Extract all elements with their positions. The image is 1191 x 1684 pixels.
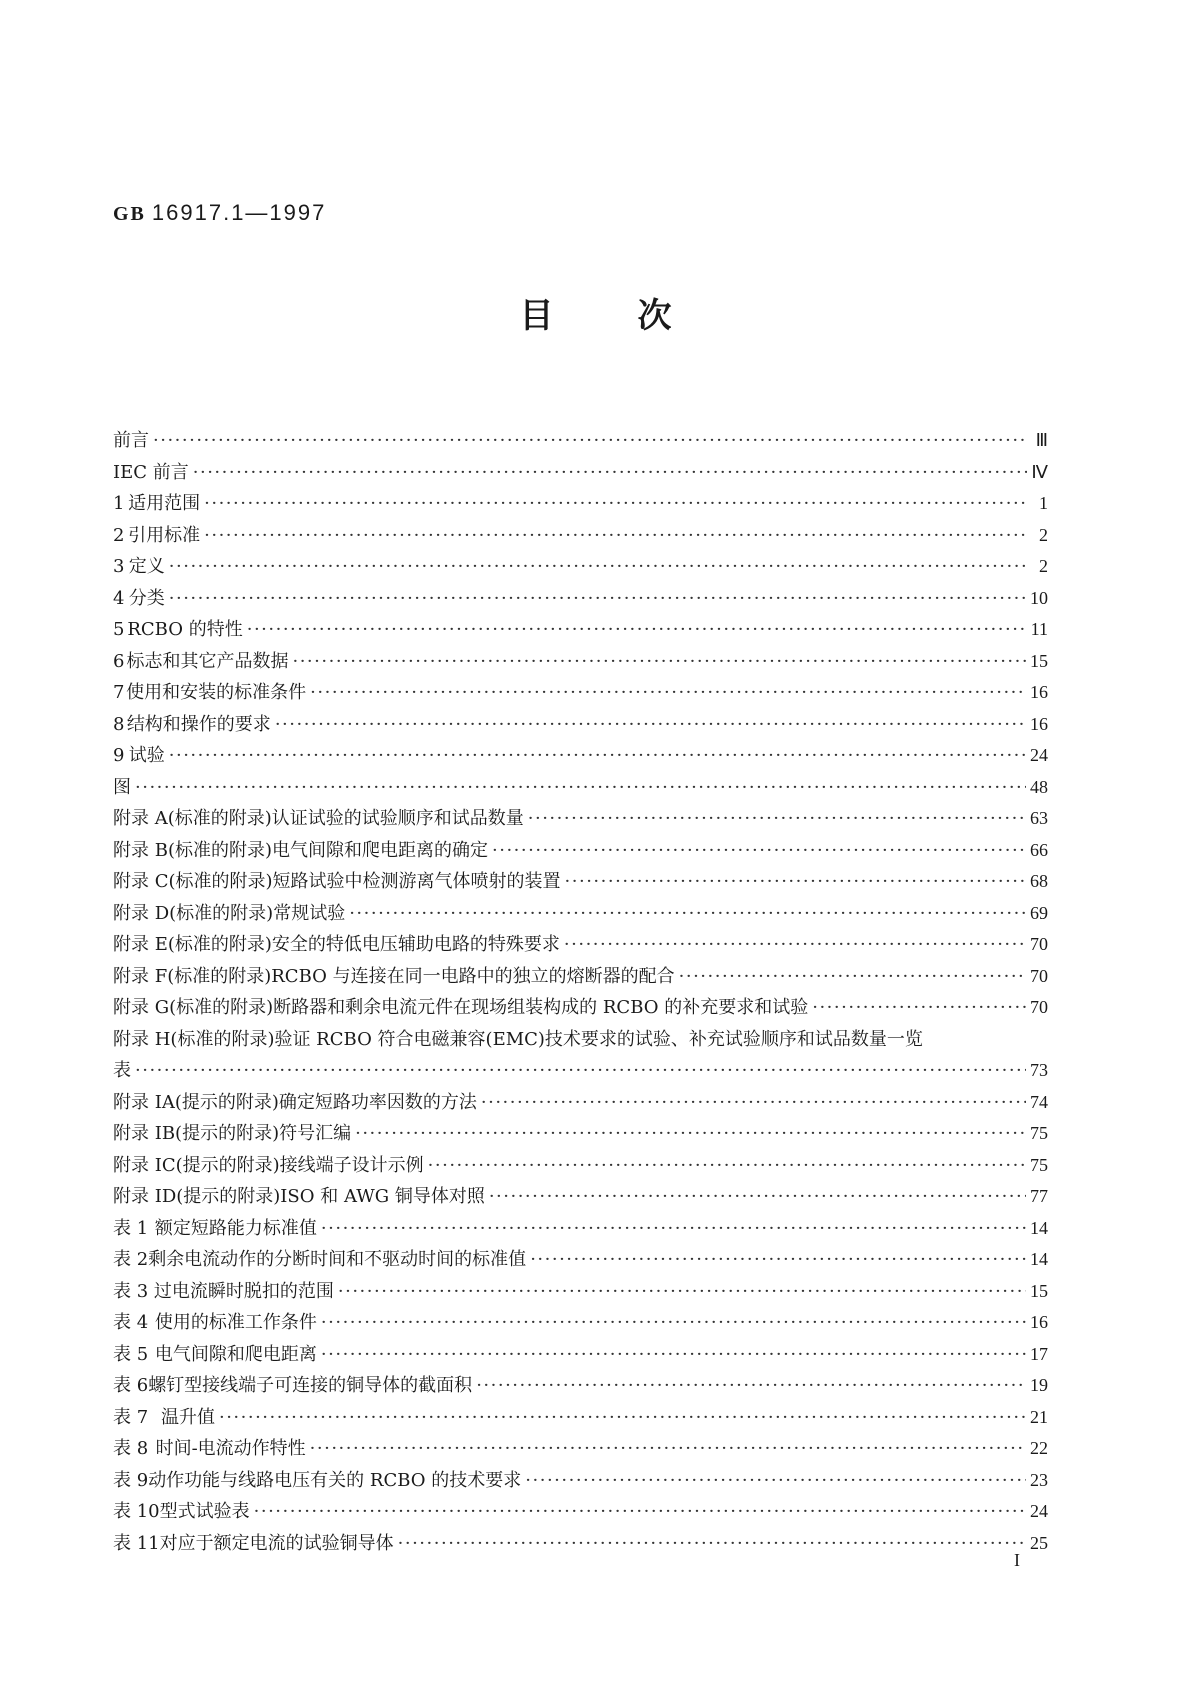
toc-entry[interactable] — [113, 1150, 1048, 1182]
toc-entry[interactable] — [113, 1276, 1048, 1308]
toc-leader-dots — [476, 1370, 1026, 1402]
toc-entry-page: 2 — [1039, 556, 1048, 576]
toc-entry[interactable] — [113, 520, 1048, 552]
toc-entry-label: 附录 IB(提示的附录)符号汇编 — [113, 1123, 352, 1144]
toc-entry-page: 23 — [1030, 1469, 1048, 1490]
toc-entry-page: 63 — [1030, 808, 1048, 828]
toc-leader-dots — [204, 488, 1028, 520]
toc-entry-label: 标志和其它产品数据 — [126, 650, 289, 672]
toc-entry-label: 过电流瞬时脱扣的范围 — [153, 1280, 334, 1302]
toc-entry-number: 7 — [113, 682, 125, 703]
toc-entry-label: 结构和操作的要求 — [126, 713, 271, 735]
toc-entry-number: 4 — [113, 587, 125, 609]
toc-entry[interactable] — [113, 488, 1048, 520]
toc-entry[interactable] — [113, 772, 1048, 804]
toc-leader-dots — [204, 520, 1028, 552]
toc-entry-page: 14 — [1030, 1249, 1048, 1269]
toc-leader-dots — [169, 551, 1028, 583]
toc-entry-number: 表 11 — [113, 1532, 160, 1554]
toc-entry-label: 试验 — [128, 745, 165, 766]
toc-leader-dots — [292, 646, 1026, 678]
toc-leader-dots — [525, 1465, 1026, 1497]
toc-leader-dots — [528, 803, 1026, 835]
toc-entry[interactable] — [113, 1213, 1048, 1245]
toc-leader-dots — [275, 709, 1026, 741]
toc-entry[interactable] — [113, 1307, 1048, 1339]
toc-entry-page: 75 — [1030, 1123, 1048, 1143]
toc-entry[interactable] — [113, 1465, 1048, 1497]
toc-leader-dots — [355, 1118, 1026, 1150]
toc-entry-label: 附录 A(标准的附录)认证试验的试验顺序和试品数量 — [113, 808, 524, 829]
toc-entry-label: IEC 前言 — [113, 461, 189, 483]
toc-entry-number: 表 10 — [113, 1501, 160, 1522]
standard-prefix: GB — [113, 203, 146, 225]
toc-entry[interactable] — [113, 583, 1048, 615]
toc-leader-dots — [310, 677, 1026, 709]
toc-leader-dots — [321, 1213, 1026, 1245]
toc-leader-dots — [489, 1181, 1026, 1213]
page-folio: I — [1014, 1550, 1020, 1570]
toc-entry-page: 16 — [1030, 1312, 1048, 1332]
toc-entry-label: 图 — [113, 776, 131, 798]
toc-entry-page: 25 — [1030, 1532, 1048, 1553]
toc-leader-dots — [565, 866, 1026, 898]
toc-entry-page: 16 — [1030, 713, 1048, 734]
toc-entry-label: 动作功能与线路电压有关的 RCBO 的技术要求 — [148, 1469, 522, 1491]
toc-entry[interactable] — [113, 709, 1048, 741]
toc-leader-dots — [564, 929, 1026, 961]
toc-entry-page: 70 — [1030, 934, 1048, 954]
toc-entry-page: 77 — [1030, 1186, 1048, 1206]
toc-leader-dots — [428, 1150, 1026, 1182]
toc-entry[interactable] — [113, 1433, 1048, 1465]
toc-entry-number: 3 — [113, 556, 125, 577]
toc-leader-dots — [492, 835, 1026, 867]
toc-entry[interactable] — [113, 1181, 1048, 1213]
toc-entry[interactable] — [113, 1118, 1048, 1150]
toc-entry-number: 表 8 — [113, 1438, 149, 1459]
toc-entry-page: 21 — [1030, 1406, 1048, 1427]
toc-entry[interactable] — [113, 1402, 1048, 1434]
toc-entry-number: 表 2 — [113, 1249, 149, 1270]
toc-leader-dots — [153, 425, 1028, 457]
toc-leader-dots — [338, 1276, 1026, 1308]
toc-entry-label: 附录 G(标准的附录)断路器和剩余电流元件在现场组装构成的 RCBO 的补充要求和试验 — [113, 997, 809, 1018]
toc-entries — [113, 425, 1048, 1213]
toc-leader-dots — [481, 1087, 1026, 1119]
toc-entry-page: Ⅲ — [1035, 430, 1048, 450]
toc-entry[interactable] — [113, 1339, 1048, 1371]
toc-entry-page: 16 — [1030, 682, 1048, 702]
toc-entry-number: 表 4 — [113, 1312, 149, 1333]
toc-entry[interactable] — [113, 835, 1048, 867]
toc-entry-label: 附录 B(标准的附录)电气间隙和爬电距离的确定 — [113, 839, 488, 861]
page-title: 目次 — [519, 296, 756, 336]
toc-entry[interactable] — [113, 457, 1048, 489]
toc-entry-label: 使用的标准工作条件 — [154, 1312, 317, 1333]
toc-entry[interactable] — [113, 898, 1048, 930]
toc-entry[interactable] — [113, 425, 1048, 457]
toc-entry-page: 66 — [1030, 839, 1048, 860]
toc-entry[interactable] — [113, 1055, 1048, 1087]
toc-leader-dots — [679, 961, 1026, 993]
toc-entry-label: 型式试验表 — [159, 1501, 250, 1522]
toc-entry[interactable] — [113, 803, 1048, 835]
toc-entry-label: 附录 IC(提示的附录)接线端子设计示例 — [113, 1154, 424, 1176]
toc-entry[interactable] — [113, 677, 1048, 709]
toc-leader-dots — [398, 1528, 1026, 1560]
toc-entry-label: 电气间隙和爬电距离 — [154, 1343, 317, 1365]
toc-leader-dots — [812, 992, 1026, 1024]
toc-entry[interactable] — [113, 551, 1048, 583]
toc-entry-page: 15 — [1030, 1280, 1048, 1301]
toc-entry[interactable] — [113, 1087, 1048, 1119]
toc-entry-label: 附录 E(标准的附录)安全的特低电压辅助电路的特殊要求 — [113, 934, 560, 955]
toc-entry-page: 24 — [1030, 1501, 1048, 1521]
toc-entry[interactable] — [113, 1024, 1048, 1056]
toc-entry[interactable] — [113, 992, 1048, 1024]
toc-entry-label: 使用和安装的标准条件 — [126, 682, 307, 703]
toc-entry-number: 表 5 — [113, 1343, 149, 1365]
toc-leader-dots — [169, 740, 1026, 772]
toc-entry-page: 22 — [1030, 1438, 1048, 1458]
toc-entry-label: 表 — [113, 1060, 131, 1081]
toc-leader-dots — [135, 1055, 1026, 1087]
toc-entry-number: 表 9 — [113, 1469, 149, 1491]
toc-entry-label: 额定短路能力标准值 — [154, 1217, 317, 1239]
toc-entry-number: 表 7 — [113, 1406, 149, 1428]
toc-entry-page: 1 — [1039, 493, 1048, 513]
toc-entry-page: 75 — [1030, 1154, 1048, 1175]
toc-entry-number: 5 — [113, 619, 125, 640]
toc-entry-label: 附录 F(标准的附录)RCBO 与连接在同一电路中的独立的熔断器的配合 — [113, 965, 675, 987]
toc-entry-page: 69 — [1030, 902, 1048, 923]
toc-leader-dots — [349, 898, 1026, 930]
toc-entry-number: 表 1 — [113, 1217, 149, 1239]
toc-entry-page: 48 — [1030, 776, 1048, 797]
toc-entry-label: 附录 IA(提示的附录)确定短路功率因数的方法 — [113, 1091, 477, 1113]
toc-entry[interactable] — [113, 740, 1048, 772]
toc-leader-dots — [254, 1496, 1026, 1528]
toc-leader-dots — [219, 1402, 1026, 1434]
toc-entry-page: 68 — [1030, 871, 1048, 891]
toc-entry[interactable] — [113, 646, 1048, 678]
toc-entry-page: 14 — [1030, 1217, 1048, 1238]
toc-entry-label: 时间-电流动作特性 — [155, 1438, 306, 1459]
toc-entry-number: 2 — [113, 524, 125, 546]
toc-leader-dots — [193, 457, 1028, 489]
toc-leader-dots — [310, 1433, 1026, 1465]
toc-entry-label: 剩余电流动作的分断时间和不驱动时间的标准值 — [148, 1249, 527, 1270]
table-of-contents — [113, 425, 1048, 1559]
toc-entry[interactable] — [113, 1528, 1048, 1560]
toc-entry-page: 73 — [1030, 1060, 1048, 1080]
toc-entry-number: 6 — [113, 650, 125, 672]
toc-entry-page: 19 — [1030, 1375, 1048, 1395]
toc-leader-dots — [321, 1307, 1026, 1339]
toc-entry-label: 螺钉型接线端子可连接的铜导体的截面积 — [148, 1375, 473, 1396]
toc-leader-dots — [530, 1244, 1026, 1276]
toc-entry-page: 74 — [1030, 1091, 1048, 1112]
toc-entry-number: 9 — [113, 745, 125, 766]
toc-entry-number: 表 6 — [113, 1375, 149, 1396]
toc-entry-label: 引用标准 — [128, 524, 201, 546]
toc-entry[interactable] — [113, 1370, 1048, 1402]
toc-entry[interactable] — [113, 1244, 1048, 1276]
toc-entry-label: 附录 C(标准的附录)短路试验中检测游离气体喷射的装置 — [113, 871, 561, 892]
toc-leader-dots — [169, 583, 1026, 615]
toc-entry-number: 1 — [113, 493, 125, 514]
toc-leader-dots — [321, 1339, 1026, 1371]
toc-entry-page: 10 — [1030, 587, 1048, 608]
toc-entry-page: 24 — [1030, 745, 1048, 765]
toc-entry[interactable] — [113, 866, 1048, 898]
toc-entry-page: 70 — [1030, 965, 1048, 986]
toc-entry-label: RCBO 的特性 — [127, 619, 243, 640]
toc-entry-page: 17 — [1030, 1343, 1048, 1364]
toc-entry-page: Ⅳ — [1031, 461, 1048, 482]
toc-entry[interactable] — [113, 1496, 1048, 1528]
toc-entry[interactable] — [113, 929, 1048, 961]
toc-entry[interactable] — [113, 614, 1048, 646]
toc-entry-label: 适用范围 — [128, 493, 201, 514]
toc-entry-label: 附录 D(标准的附录)常规试验 — [113, 902, 346, 924]
toc-leader-dots — [135, 772, 1026, 804]
toc-entry[interactable] — [113, 961, 1048, 993]
toc-entry-page: 15 — [1030, 650, 1048, 671]
standard-code — [113, 200, 326, 226]
toc-entry-page: 11 — [1030, 619, 1048, 639]
toc-entry-label: 温升值 — [160, 1406, 215, 1428]
toc-entry-number: 表 3 — [113, 1280, 149, 1302]
standard-number: 16917.1—1997 — [151, 200, 327, 225]
toc-entry-page: 70 — [1030, 997, 1048, 1017]
toc-entry-label: 前言 — [113, 430, 149, 451]
toc-entry-label: 分类 — [128, 587, 165, 609]
toc-entry-label: 对应于额定电流的试验铜导体 — [159, 1532, 394, 1554]
toc-leader-dots — [247, 614, 1027, 646]
toc-entry-label: 定义 — [128, 556, 165, 577]
toc-entry-label: 附录 H(标准的附录)验证 RCBO 符合电磁兼容(EMC)技术要求的试验、补充试验顺序和试品数量一览 — [113, 1028, 923, 1050]
toc-table-list — [113, 1213, 1048, 1560]
toc-entry-page: 2 — [1039, 524, 1048, 545]
toc-entry-number: 8 — [113, 713, 125, 735]
toc-entry-label: 附录 ID(提示的附录)ISO 和 AWG 铜导体对照 — [113, 1186, 485, 1207]
